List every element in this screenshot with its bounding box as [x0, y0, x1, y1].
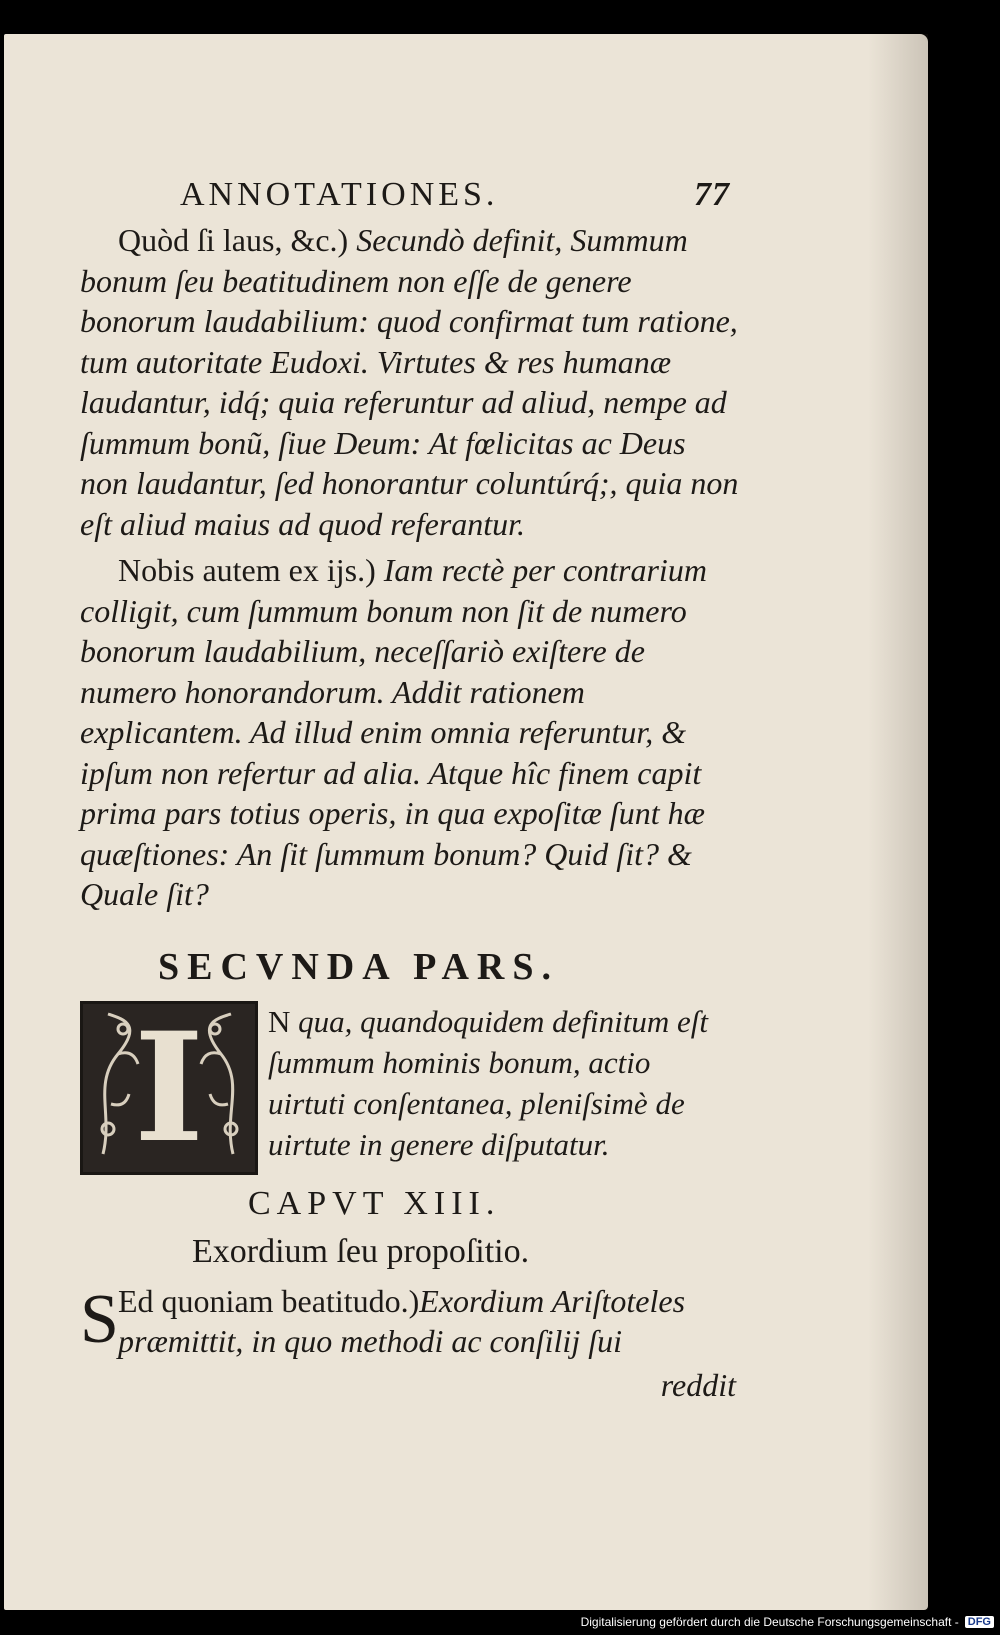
catchword: reddit: [660, 1366, 736, 1403]
decorated-initial: [80, 1001, 258, 1175]
book-page: [4, 34, 928, 1610]
drop-cap-continuation: N: [268, 1003, 291, 1039]
lemma-2: Nobis autem ex ijs.): [118, 552, 376, 588]
drop-paragraph: [268, 1001, 728, 1179]
section-heading: SECVNDA PARS.: [158, 945, 560, 988]
lemma-1: Quòd ſi laus, &c.): [118, 222, 349, 258]
running-header: [80, 176, 740, 220]
chapter-heading: CAPVT XIII.: [248, 1184, 501, 1222]
running-title: ANNOTATIONES.: [180, 176, 499, 213]
text-block: [80, 176, 740, 1404]
commentary-2: Iam rectè per contrarium colligit, cum ſummum bonum non ſit de numero bonorum laudabilium, neceſſariò exiſtere de numero honorandorum. Addit rationem explicantem. Ad illud enim omnia referuntur, & ipſum non refertur ad alia. Atque hîc finem capit prima pars totius operis, in qua expoſitæ ſunt hæ quæſtiones: An ſit ſummum bonum? Quid ſit? & Quale ſit?: [80, 552, 707, 912]
paragraph-3-block: [80, 1281, 740, 1361]
paragraph-3: [118, 1281, 738, 1361]
drop-paragraph-text: qua, quandoquidem definitum eſt ſummum hominis bonum, actio uirtuti conſentanea, pleniſsimè de uirtute in genere diſputatur.: [268, 1003, 708, 1162]
digitization-footer: [581, 1613, 994, 1631]
paragraph-1: [80, 220, 740, 544]
drop-initial-block: [80, 1001, 740, 1179]
dfg-logo-icon: DFG: [965, 1616, 994, 1628]
lemma-3: Ed quoniam beatitudo.): [118, 1282, 420, 1319]
footer-credit: Digitalisierung gefördert durch die Deutsche Forschungsgemeinschaft -: [580, 1615, 959, 1629]
initial-letter: I: [133, 999, 205, 1176]
page-shadow: [868, 34, 928, 1610]
commentary-1: Secundò definit, Summum bonum ſeu beatitudinem non eſſe de genere bonorum laudabilium: quod confirmat tum ratione, tum autoritate Eudoxi. Virtutes & res humanæ laudantur, idq́; quia referuntur ad aliud, nempe ad ſummum bonũ, ſiue Deum: At fœlicitas ac Deus non laudantur, ſed honorantur coluntúrq́;, quia non eſt aliud maius ad quod referantur.: [80, 222, 739, 542]
paragraph-3-initial: S: [80, 1280, 119, 1358]
page-number: 77: [694, 176, 730, 213]
paragraph-2: [80, 550, 740, 915]
chapter-subtitle: Exordium ſeu propoſitio.: [192, 1232, 530, 1270]
commentary-3: Exordium Ariſtoteles præmittit, in quo methodi ac conſilij ſui: [118, 1282, 686, 1359]
